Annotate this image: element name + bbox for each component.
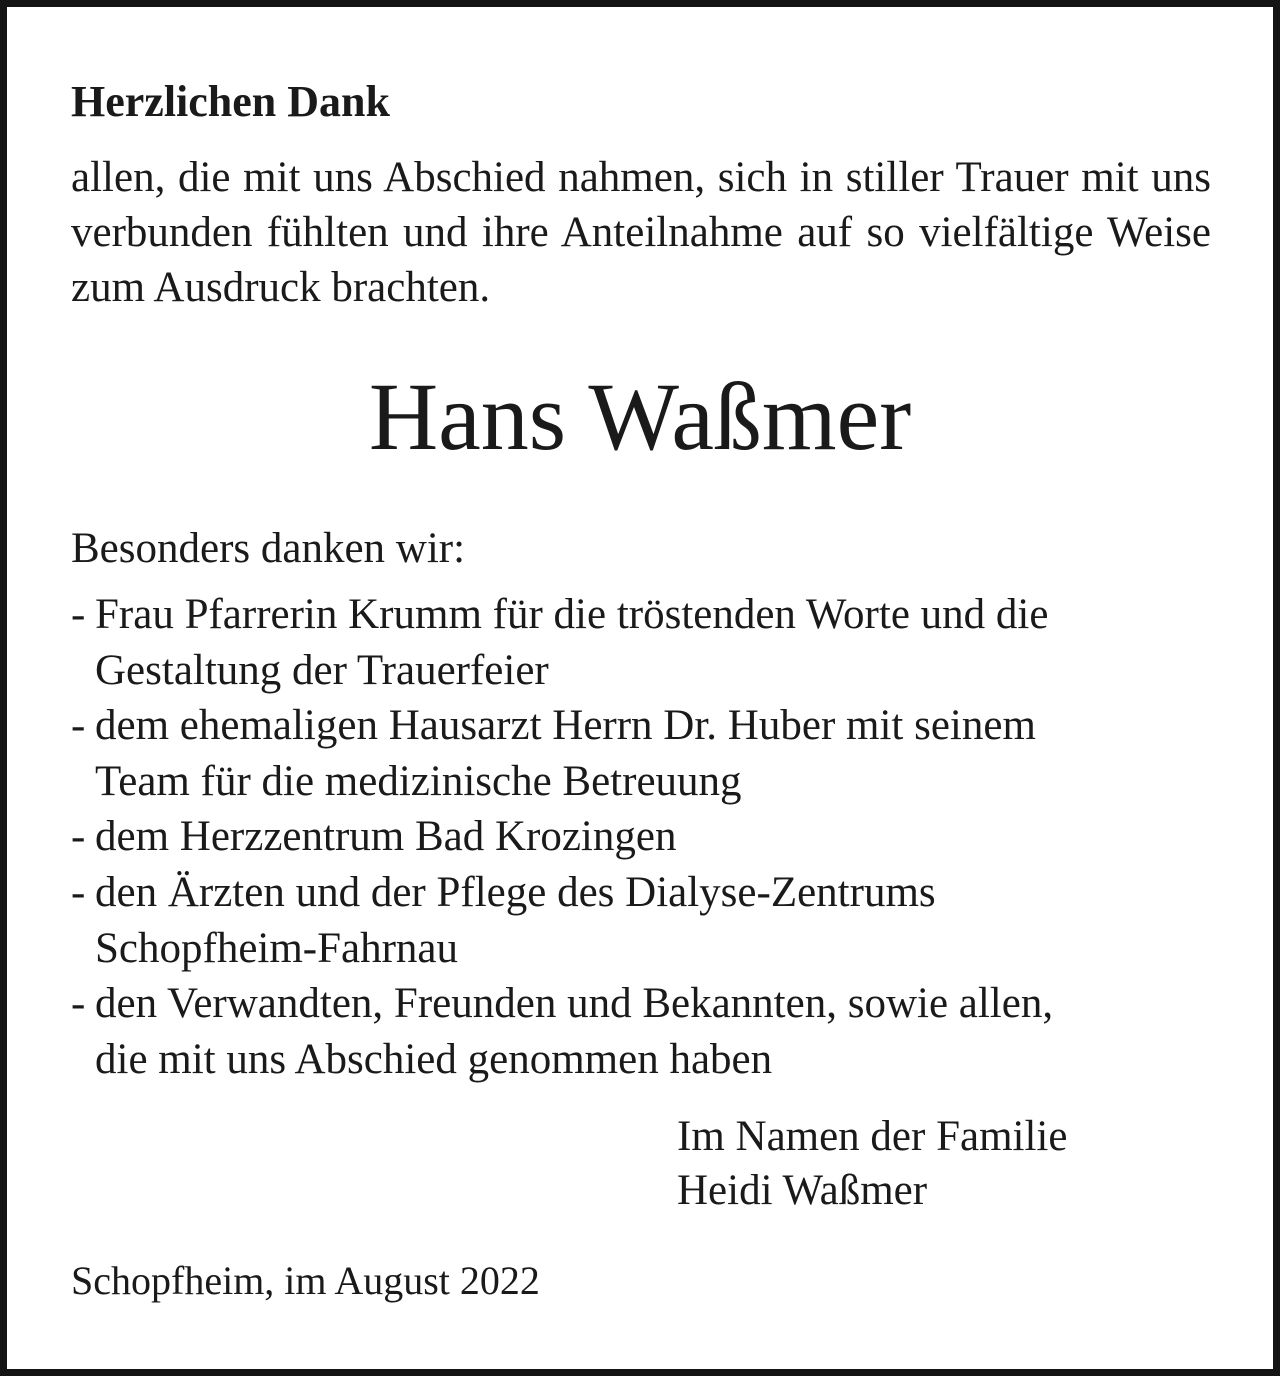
place-date: Schopfheim, im August 2022 [71, 1258, 540, 1303]
signature-name: Heidi Waßmer [677, 1167, 928, 1214]
thanks-item-line: Schopfheim-Fahrnau [95, 924, 459, 972]
thanks-item-line: den Verwandten, Freunden und Bekannten, sowie allen, [95, 980, 1054, 1028]
list-dash: - [71, 702, 86, 750]
list-dash: - [71, 813, 86, 861]
thanks-item-line: den Ärzten und der Pflege des Dialyse-Zentrums [95, 868, 936, 916]
heading: Herzlichen Dank [71, 77, 390, 126]
thanks-item [71, 698, 1053, 809]
list-dash: - [71, 980, 86, 1028]
list-dash: - [71, 591, 86, 638]
thanks-item-line: Frau Pfarrerin Krumm für die tröstenden Worte und die [95, 591, 1049, 638]
thanks-item [71, 976, 1053, 1087]
intro-text: allen, die mit uns Abschied nahmen, sich in stiller Trauer mit uns verbunden fühlten und ihre Anteilnahme auf so vielfältige Weise zum Ausdruck brachten. [71, 154, 1211, 311]
signature [677, 1110, 1067, 1218]
thanks-intro: Besonders danken wir: [71, 525, 466, 572]
thanks-item [71, 865, 1053, 976]
deceased-name: Hans Waßmer [368, 363, 912, 470]
thanks-item-line: dem Herzzentrum Bad Krozingen [95, 813, 677, 861]
signature-line: Im Namen der Familie [677, 1113, 1068, 1160]
thanks-list [71, 587, 1053, 1087]
thanks-item-line: Gestaltung der Trauerfeier [95, 646, 549, 694]
thanks-item-line: dem ehemaligen Hausarzt Herrn Dr. Huber mit seinem [95, 702, 1036, 750]
thanks-item [71, 587, 1053, 698]
thanks-item [71, 809, 1053, 865]
thanks-item-line: Team für die medizinische Betreuung [95, 757, 742, 805]
thanks-item-line: die mit uns Abschied genommen haben [95, 1035, 773, 1083]
list-dash: - [71, 868, 86, 916]
